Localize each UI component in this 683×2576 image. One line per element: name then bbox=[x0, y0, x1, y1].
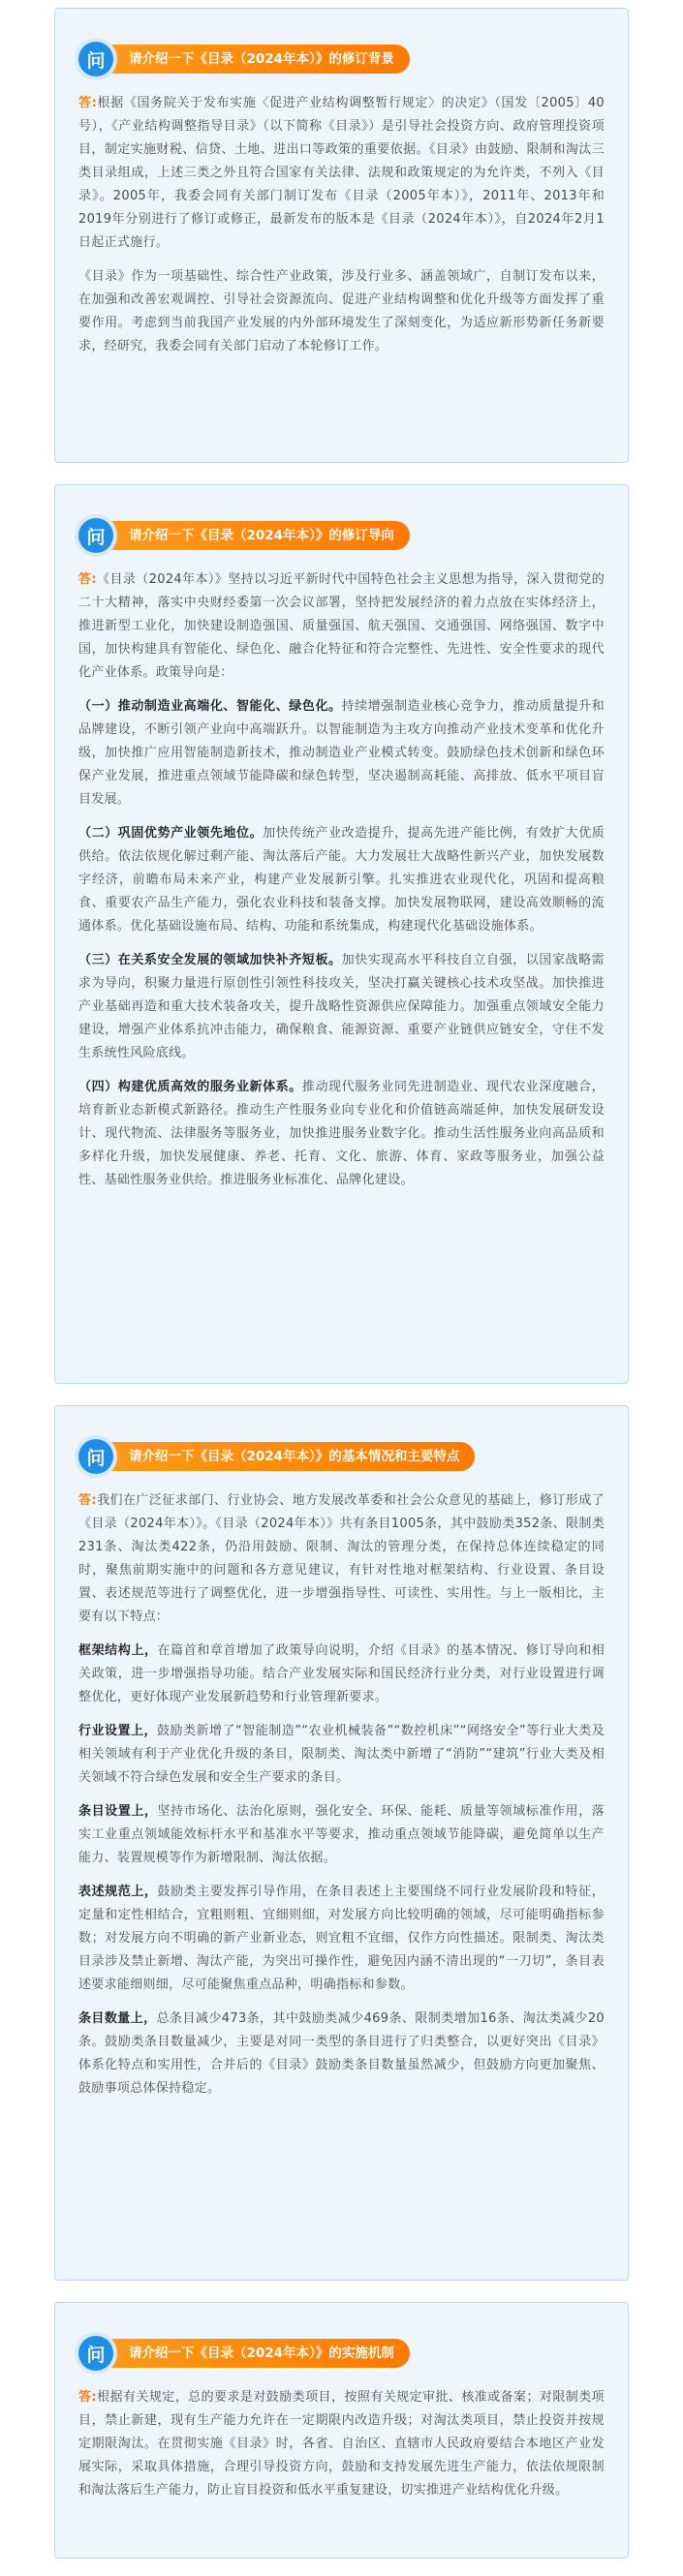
question-title: 请介绍一下《目录（2024年本）》的修订背景 bbox=[108, 45, 410, 74]
answer-label: 答: bbox=[78, 1493, 97, 1508]
policy-item-body: 加快传统产业改造提升，提高先进产能比例，有效扩大优质供给。依法依规化解过剩产能、淘汰落后产能。大力发展壮大战略性新兴产业，加快发展数字经济，前瞻布局未来产业，构建产业发展新引擎。扎实推进农业现代化，巩固和提高粮食、重要农产品生产能力，强化农业科技和装备支撑。加快发展物联网，建设高效顺畅的流通体系。优化基础设施布局、结构、功能和系统集成，构建现代化基础设施体系。 bbox=[78, 826, 605, 934]
question-header bbox=[78, 1439, 605, 1474]
feature-item-body: 在篇首和章首增加了政策导向说明，介绍《目录》的基本情况、修订导向和相关政策，进一步增强指导功能。结合产业发展实际和国民经济行业分类，对行业设置进行调整优化，更好体现产业发展新趋势和行业管理新要求。 bbox=[78, 1643, 605, 1704]
answer-label: 答: bbox=[78, 572, 97, 587]
qa-card-implementation bbox=[54, 2302, 629, 2559]
policy-item-heading: （四）构建优质高效的服务业新体系。 bbox=[78, 1080, 302, 1094]
qa-card-background bbox=[54, 8, 629, 463]
feature-item bbox=[78, 1720, 605, 1790]
feature-item-body: 鼓励类主要发挥引导作用，在条目表述上主要围绕不同行业发展阶段和特征，定量和定性相结合，宜粗则粗、宜细则细，对发展方向比较明确的领域，尽可能明确指标参数；对发展方向不明确的新产业新业态，则宜粗不宜细，仅作方向性描述。限制类、淘汰类目录涉及禁止新增、淘汰产能，为突出可操作性，避免因内涵不清出现的“一刀切”，条目表述要求能细则细，尽可能聚焦重点品种，明确指标和参数。 bbox=[78, 1885, 605, 1992]
answer-text: 《目录（2024年本）》坚持以习近平新时代中国特色社会主义思想为指导，深入贯彻党的二十大精神，落实中央财经委第一次会议部署，坚持把发展经济的着力点放在实体经济上，推进新型工业化，加快建设制造强国、质量强国、航天强国、交通强国、网络强国、数字中国，加快构建具有智能化、绿色化、融合化特征和符合完整性、先进性、安全性要求的现代化产业体系。政策导向是： bbox=[78, 572, 605, 680]
policy-item-body: 加快实现高水平科技自立自强，以国家战略需求为导向，积聚力量进行原创性引领性科技攻关，坚决打赢关键核心技术攻坚战。加快推进产业基础再造和重大技术装备攻关，提升战略性资源供应保障能力。加强重点领域安全能力建设，增强产业体系抗冲击能力，确保粮食、能源资源、重要产业链供应链安全，守住不发生系统性风险底线。 bbox=[78, 953, 605, 1060]
question-badge: 问 bbox=[78, 1439, 113, 1474]
feature-item bbox=[78, 1640, 605, 1709]
feature-item-body: 总条目减少473条，其中鼓励类减少469条、限制类增加16条、淘汰类减少20条。鼓励类条目数量减少，主要是对同一类型的条目进行了归类整合，以更好突出《目录》体系化特点和实用性，合并后的《目录》鼓励类条目数量虽然减少，但鼓励方向更加聚焦、鼓励事项总体保持稳定。 bbox=[78, 2011, 605, 2096]
feature-item bbox=[78, 2008, 605, 2101]
question-badge: 问 bbox=[78, 2336, 113, 2371]
answer-paragraph bbox=[78, 568, 605, 685]
answer-paragraph bbox=[78, 92, 605, 255]
feature-item-heading: 行业设置上， bbox=[78, 1724, 157, 1738]
feature-item-body: 坚持市场化、法治化原则，强化安全、环保、能耗、质量等领域标准作用，落实工业重点领域能效标杆水平和基准水平等要求，推动重点领域节能降碳，避免简单以生产能力、装置规模等作为新增限制、淘汰依据。 bbox=[78, 1804, 605, 1865]
question-badge: 问 bbox=[78, 518, 113, 553]
policy-item-body: 持续增强制造业核心竞争力，推动质量提升和品牌建设，不断引领产业向中高端跃升。以智能制造为主攻方向推动产业技术变革和优化升级，加快推广应用智能制造新技术，推动制造业产业模式转变。鼓励绿色技术创新和绿色环保产业发展，推进重点领域节能降碳和绿色转型，坚决遏制高耗能、高排放、低水平项目盲目发展。 bbox=[78, 699, 605, 807]
answer-label: 答: bbox=[78, 2390, 97, 2405]
question-header bbox=[78, 2336, 605, 2371]
feature-item-heading: 条目设置上， bbox=[78, 1804, 158, 1819]
policy-item bbox=[78, 1076, 605, 1192]
answer-text: 根据《国务院关于发布实施〈促进产业结构调整暂行规定〉的决定》（国发〔2005〕40号），《产业结构调整指导目录》（以下简称《目录》）是引导社会投资方向、政府管理投资项目，制定实施财税、信贷、土地、进出口等政策的重要依据。《目录》由鼓励、限制和淘汰三类目录组成，上述三类之外且符合国家有关法律、法规和政策规定的为允许类，不列入《目录》。2005年，我委会同有关部门制订发布《目录（2005年本）》，2011年、2013年和2019年分别进行了修订或修正，最新发布的版本是《目录（2024年本）》，自2024年2月1日起正式施行。 bbox=[78, 96, 605, 250]
feature-item bbox=[78, 1800, 605, 1870]
question-title: 请介绍一下《目录（2024年本）》的实施机制 bbox=[108, 2339, 410, 2368]
question-title: 请介绍一下《目录（2024年本）》的基本情况和主要特点 bbox=[108, 1442, 475, 1471]
feature-item-body: 鼓励类新增了“智能制造”“农业机械装备”“数控机床”“网络安全”等行业大类及相关领域有利于产业优化升级的条目，限制类、淘汰类中新增了“消防”“建筑”行业大类及相关领域不符合绿色发展和安全生产要求的条目。 bbox=[78, 1724, 605, 1785]
question-header bbox=[78, 518, 605, 553]
policy-item-heading: （一）推动制造业高端化、智能化、绿色化。 bbox=[78, 699, 342, 714]
feature-item-heading: 表述规范上， bbox=[78, 1885, 158, 1899]
answer-text: 根据有关规定，总的要求是对鼓励类项目，按照有关规定审批、核准或备案；对限制类项目，禁止新建，现有生产能力允许在一定期限内改造升级；对淘汰类项目，禁止投资并按规定期限淘汰。在贯彻实施《目录》时，各省、自治区、直辖市人民政府要结合本地区产业发展实际，采取具体措施，合理引导投资方向，鼓励和支持发展先进生产能力，依法依规限制和淘汰落后生产能力，防止盲目投资和低水平重复建设，切实推进产业结构优化升级。 bbox=[78, 2390, 605, 2498]
qa-card-features bbox=[54, 1405, 629, 2281]
question-badge: 问 bbox=[78, 42, 113, 77]
question-header bbox=[78, 42, 605, 77]
page bbox=[0, 8, 683, 2559]
policy-item bbox=[78, 822, 605, 938]
feature-item-heading: 框架结构上， bbox=[78, 1643, 158, 1658]
answer-text: 我们在广泛征求部门、行业协会、地方发展改革委和社会公众意见的基础上，修订形成了《目录（2024年本）》。《目录（2024年本）》共有条目1005条，其中鼓励类352条、限制类231条、淘汰类422条，仍沿用鼓励、限制、淘汰的管理分类，在保持总体连续稳定的同时，聚焦前期实施中的问题和各方意见建议，有针对性地对框架结构、行业设置、条目设置、表述规范等进行了调整优化，进一步增强指导性、可读性、实用性。与上一版相比，主要有以下特点： bbox=[78, 1493, 605, 1624]
question-title: 请介绍一下《目录（2024年本）》的修订导向 bbox=[108, 521, 410, 550]
answer-paragraph: 《目录》作为一项基础性、综合性产业政策，涉及行业多、涵盖领域广，自制订发布以来，在加强和改善宏观调控、引导社会资源流向、促进产业结构调整和优化升级等方面发挥了重要作用。考虑到当前我国产业发展的内外部环境发生了深刻变化，为适应新形势新任务新要求，经研究，我委会同有关部门启动了本轮修订工作。 bbox=[78, 269, 605, 353]
answer-label: 答: bbox=[78, 96, 98, 110]
feature-item bbox=[78, 1881, 605, 1997]
answer-paragraph bbox=[78, 1489, 605, 1629]
policy-item bbox=[78, 949, 605, 1065]
policy-item bbox=[78, 695, 605, 812]
feature-item-heading: 条目数量上， bbox=[78, 2011, 157, 2026]
policy-item-heading: （二）巩固优势产业领先地位。 bbox=[78, 826, 264, 841]
qa-card-orientation bbox=[54, 484, 629, 1384]
answer-paragraph bbox=[78, 2386, 605, 2502]
policy-item-heading: （三）在关系安全发展的领域加快补齐短板。 bbox=[78, 953, 342, 967]
policy-item-body: 推动现代服务业同先进制造业、现代农业深度融合，培育新业态新模式新路径。推动生产性服务业向专业化和价值链高端延伸，加快发展研发设计、现代物流、法律服务等服务业，加快推进服务业数字化。推动生活性服务业向高品质和多样化升级，加快发展健康、养老、托育、文化、旅游、体育、家政等服务业，加强公益性、基础性服务业供给。推进服务业标准化、品牌化建设。 bbox=[78, 1080, 605, 1187]
